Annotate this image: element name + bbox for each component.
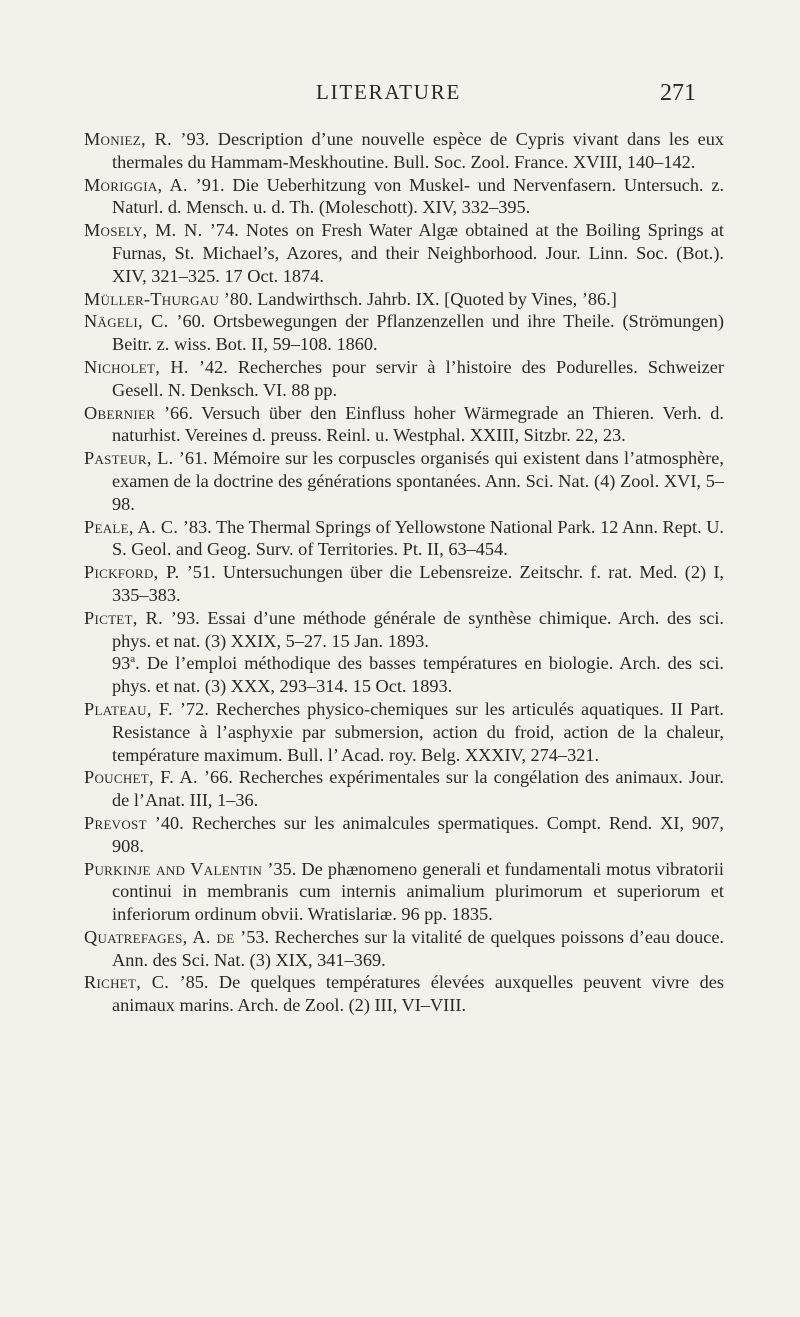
entry-author: Purkinje and Valentin <box>84 858 263 879</box>
bibliography-entry <box>84 812 724 858</box>
entry-text: . De l’emploi méthodique des basses températures en biologie. Arch. des sci. phys. et nat. (3) XXX, 293–314. 15 Oct. 1893. <box>112 653 724 697</box>
entry-author: Richet, C. <box>84 972 170 993</box>
entry-author: Moniez, R. <box>84 129 172 149</box>
bibliography-entry <box>84 516 724 562</box>
entry-text: ’61. Mémoire sur les corpuscles organisés qui existent dans l’atmosphère, examen de la doctrine des générations spontanées. Ann. Sci. Nat. (4) Zool. XVI, 5–98. <box>112 448 724 514</box>
entry-author: Pickford, P. <box>84 562 180 583</box>
bibliography-entry <box>84 766 724 812</box>
bibliography-list <box>84 128 724 1017</box>
entry-text: ’66. Recherches expérimentales sur la congélation des animaux. Jour. de l’Anat. III, 1–36. <box>112 767 724 811</box>
entry-author: Peale, A. C. <box>84 516 179 537</box>
entry-text: ’91. Die Ueberhitzung von Muskel- und Nervenfasern. Untersuch. z. Naturl. d. Mensch. u. d. Th. (Moleschott). XIV, 332–395. <box>112 174 725 218</box>
entry-author: Plateau, F. <box>84 698 173 719</box>
entry-text: ’60. Ortsbewegungen der Pflanzenzellen und ihre Theile. (Strömungen) Beitr. z. wiss. Bot. II, 59–108. 1860. <box>112 311 725 355</box>
entry-author: Nägeli, C. <box>84 311 169 332</box>
bibliography-entry <box>84 402 724 448</box>
entry-text: ’51. Untersuchungen über die Lebensreize. Zeitschr. f. rat. Med. (2) I, 335–383. <box>112 562 725 605</box>
entry-author: Nicholet, H. <box>84 356 189 377</box>
bibliography-entry <box>84 288 724 311</box>
entry-text: ’74. Notes on Fresh Water Algæ obtained at the Boiling Springs at Furnas, St. Michael’s, Azores, and their Neighborhood. Jour. Linn. Soc. (Bot.). XIV, 321–325. 17 Oct. 1874. <box>112 220 724 286</box>
entry-text: ’35. De phænomeno generali et fundamentali motus vibratorii continui in membranis cum internis animalium plurimorum et superiorum et inferiorum ordinum obvii. Wratislariæ. 96 pp. 1835. <box>112 858 724 925</box>
entry-text: ’66. Versuch über den Einfluss hoher Wärmegrade an Thieren. Verh. d. naturhist. Vereines d. preuss. Reinl. u. Westphal. XXIII, Sitzbr. 22, 23. <box>112 402 724 446</box>
entry-text: ’93. Description d’une nouvelle espèce de Cypris vivant dans les eux thermales du Hammam-Meskhoutine. Bull. Soc. Zool. France. XVIII, 140–142. <box>112 129 724 172</box>
entry-author: Moriggia, A. <box>84 174 188 195</box>
entry-author: Prevost <box>84 812 147 833</box>
bibliography-entry <box>84 561 724 607</box>
bibliography-sub-entry <box>84 652 724 698</box>
entry-text: ’40. Recherches sur les animalcules spermatiques. Compt. Rend. XI, 907, 908. <box>112 812 724 856</box>
page-header <box>0 80 800 112</box>
entry-author: Pouchet, F. A. <box>84 767 198 788</box>
sub-entry-number: 93 <box>112 653 131 674</box>
bibliography-entry <box>84 128 724 174</box>
running-title: LITERATURE <box>316 80 462 104</box>
entry-text: ’85. De quelques températures élevées auxquelles peuvent vivre des animaux marins. Arch. de Zool. (2) III, VI–VIII. <box>112 972 724 1016</box>
bibliography-entry <box>84 926 724 972</box>
bibliography-entry <box>84 971 724 1017</box>
entry-author: Müller-Thurgau <box>84 288 220 309</box>
entry-text: ’53. Recherches sur la vitalité de quelques poissons d’eau douce. Ann. des Sci. Nat. (3) XIX, 341–369. <box>112 926 725 970</box>
bibliography-entry <box>84 858 724 926</box>
bibliography-entry <box>84 447 724 515</box>
entry-author: Pictet, R. <box>84 607 164 628</box>
bibliography-entry <box>84 698 724 766</box>
bibliography-entry <box>84 310 724 356</box>
entry-text: ’93. Essai d’une méthode générale de synthèse chimique. Arch. des sci. phys. et nat. (3) XXIX, 5–27. 15 Jan. 1893. <box>112 607 724 651</box>
bibliography-entry <box>84 607 724 653</box>
entry-text: ’42. Recherches pour servir à l’histoire des Podurelles. Schweizer Gesell. N. Denksch. VI. 88 pp. <box>112 356 724 400</box>
bibliography-entry <box>84 356 724 402</box>
entry-author: Quatrefages, A. de <box>84 926 235 947</box>
bibliography-entry <box>84 174 724 220</box>
entry-author: Pasteur, L. <box>84 448 174 469</box>
entry-text: ’80. Landwirthsch. Jahrb. IX. [Quoted by Vines, ’86.] <box>219 288 617 309</box>
bibliography-entry <box>84 219 724 287</box>
entry-text: ’83. The Thermal Springs of Yellowstone National Park. 12 Ann. Rept. U. S. Geol. and Geog. Surv. of Territories. Pt. II, 63–454. <box>112 516 725 560</box>
page-number: 271 <box>660 80 696 106</box>
sub-entry-superscript: a <box>130 653 136 666</box>
entry-text: ’72. Recherches physico-chemiques sur les articulés aquatiques. II Part. Resistance à l’asphyxie par submersion, action du froid, action de la chaleur, température maximum. Bull. l’ Acad. roy. Belg. XXXIV, 274–321. <box>112 698 724 765</box>
entry-author: Mosely, M. N. <box>84 220 203 241</box>
entry-author: Obernier <box>84 402 156 423</box>
